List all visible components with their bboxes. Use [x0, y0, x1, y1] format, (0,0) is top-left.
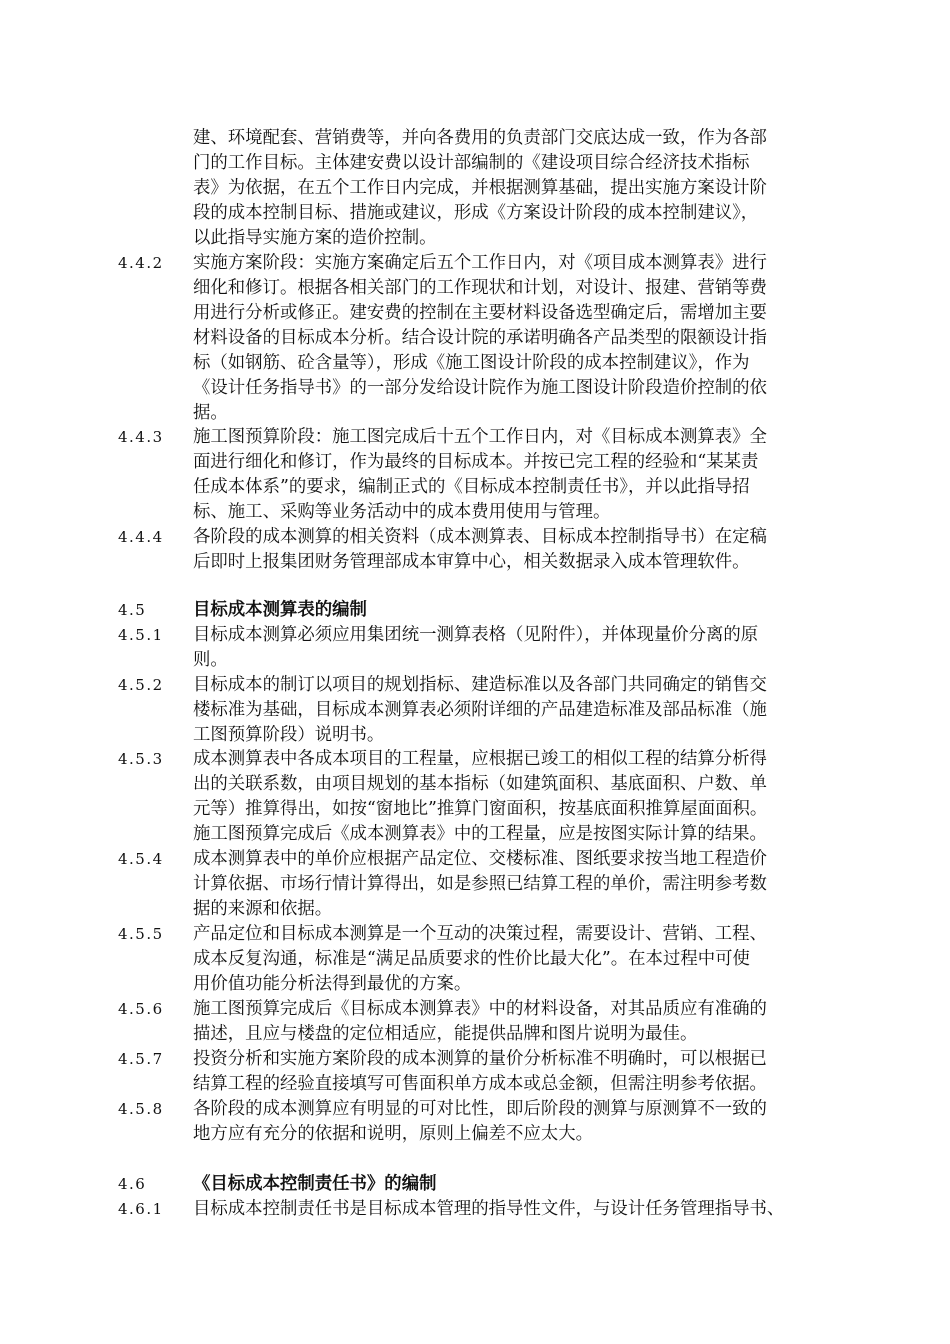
- paragraph-line: 计算依据、市场行情计算得出，如是参照已结算工程的单价，需注明参考数: [193, 874, 767, 894]
- section-number: 4.5.6: [118, 1000, 164, 1018]
- section-number: 4.4.4: [118, 528, 164, 546]
- paragraph-line: 元等）推算得出，如按“窗地比”推算门窗面积，按基底面积推算屋面面积。: [193, 799, 768, 819]
- paragraph-line: 地方应有充分的依据和说明，原则上偏差不应太大。: [193, 1124, 593, 1144]
- section-number: 4.4.2: [118, 254, 164, 272]
- section-number: 4.5.4: [118, 850, 164, 868]
- paragraph-line: 工图预算阶段）说明书。: [193, 725, 385, 745]
- paragraph-line: 各阶段的成本测算的相关资料（成本测算表、目标成本控制指导书）在定稿: [193, 527, 767, 547]
- paragraph-line: 目标成本控制责任书是目标成本管理的指导性文件，与设计任务管理指导书、: [193, 1199, 785, 1219]
- paragraph-line: 段的成本控制目标、措施或建议，形成《方案设计阶段的成本控制建议》，: [193, 203, 759, 223]
- paragraph-line: 产品定位和目标成本测算是一个互动的决策过程，需要设计、营销、工程、: [193, 924, 767, 944]
- paragraph-line: 楼标准为基础，目标成本测算表必须附详细的产品建造标准及部品标准（施: [193, 700, 767, 720]
- paragraph-line: 《设计任务指导书》的一部分发给设计院作为施工图设计阶段造价控制的依: [193, 378, 767, 398]
- section-number: 4.5.2: [118, 676, 164, 694]
- section-heading: 《目标成本控制责任书》的编制: [193, 1174, 437, 1194]
- section-number: 4.5.1: [118, 626, 164, 644]
- paragraph-line: 结算工程的经验直接填写可售面积单方成本或总金额，但需注明参考依据。: [193, 1074, 767, 1094]
- section-number: 4.5.3: [118, 750, 164, 768]
- section-number: 4.4.3: [118, 428, 164, 446]
- paragraph-line: 面进行细化和修订，作为最终的目标成本。并按已完工程的经验和“某某责: [193, 452, 759, 472]
- section-number: 4.5.8: [118, 1100, 164, 1118]
- paragraph-line: 标（如钢筋、砼含量等），形成《施工图设计阶段的成本控制建议》，作为: [193, 353, 750, 373]
- section-heading: 目标成本测算表的编制: [193, 600, 367, 620]
- paragraph-line: 目标成本测算必须应用集团统一测算表格（见附件），并体现量价分离的原: [193, 625, 759, 645]
- paragraph-line: 细化和修订。根据各相关部门的工作现状和计划，对设计、报建、营销等费: [193, 278, 767, 298]
- paragraph-line: 建、环境配套、营销费等，并向各费用的负责部门交底达成一致，作为各部: [193, 128, 767, 148]
- paragraph-line: 据。: [193, 403, 228, 423]
- paragraph-line: 出的关联系数，由项目规划的基本指标（如建筑面积、基底面积、户数、单: [193, 774, 767, 794]
- section-number: 4.5.5: [118, 925, 164, 943]
- section-number: 4.6: [118, 1175, 147, 1193]
- paragraph-line: 标、施工、采购等业务活动中的成本费用使用与管理。: [193, 502, 611, 522]
- paragraph-line: 成本测算表中的单价应根据产品定位、交楼标准、图纸要求按当地工程造价: [193, 849, 767, 869]
- paragraph-line: 各阶段的成本测算应有明显的可对比性，即后阶段的测算与原测算不一致的: [193, 1099, 767, 1119]
- paragraph-line: 后即时上报集团财务管理部成本审算中心，相关数据录入成本管理软件。: [193, 552, 750, 572]
- paragraph-line: 施工图预算完成后《目标成本测算表》中的材料设备，对其品质应有准确的: [193, 999, 767, 1019]
- paragraph-line: 材料设备的目标成本分析。结合设计院的承诺明确各产品类型的限额设计指: [193, 328, 767, 348]
- paragraph-line: 用价值功能分析法得到最优的方案。: [193, 974, 472, 994]
- paragraph-line: 成本反复沟通，标准是“满足品质要求的性价比最大化”。在本过程中可使: [193, 949, 750, 969]
- section-number: 4.5: [118, 601, 147, 619]
- paragraph-line: 实施方案阶段：实施方案确定后五个工作日内，对《项目成本测算表》进行: [193, 253, 767, 273]
- paragraph-line: 描述，且应与楼盘的定位相适应，能提供品牌和图片说明为最佳。: [193, 1024, 698, 1044]
- paragraph-line: 施工图预算完成后《成本测算表》中的工程量，应是按图实际计算的结果。: [193, 824, 767, 844]
- paragraph-line: 投资分析和实施方案阶段的成本测算的量价分析标准不明确时，可以根据已: [193, 1049, 767, 1069]
- paragraph-line: 则。: [193, 650, 228, 670]
- paragraph-line: 任成本体系”的要求，编制正式的《目标成本控制责任书》，并以此指导招: [193, 477, 750, 497]
- paragraph-line: 据的来源和依据。: [193, 899, 333, 919]
- paragraph-line: 施工图预算阶段：施工图完成后十五个工作日内，对《目标成本测算表》全: [193, 427, 767, 447]
- paragraph-line: 门的工作目标。主体建安费以设计部编制的《建设项目综合经济技术指标: [193, 153, 750, 173]
- section-number: 4.6.1: [118, 1200, 164, 1218]
- paragraph-line: 表》为依据，在五个工作日内完成，并根据测算基础，提出实施方案设计阶: [193, 178, 767, 198]
- paragraph-line: 用进行分析或修正。建安费的控制在主要材料设备选型确定后，需增加主要: [193, 303, 767, 323]
- paragraph-line: 目标成本的制订以项目的规划指标、建造标准以及各部门共同确定的销售交: [193, 675, 767, 695]
- section-number: 4.5.7: [118, 1050, 164, 1068]
- paragraph-line: 以此指导实施方案的造价控制。: [193, 228, 437, 248]
- paragraph-line: 成本测算表中各成本项目的工程量，应根据已竣工的相似工程的结算分析得: [193, 749, 767, 769]
